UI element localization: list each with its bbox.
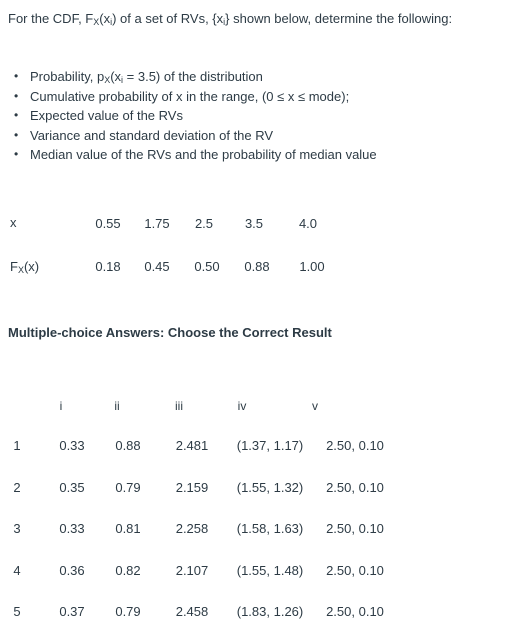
answer-cell: 2.258 xyxy=(175,521,209,536)
task-item: • Probability, $p_X(x_i = 3.5)$ of the distribution xyxy=(14,67,377,87)
row-number: 2 xyxy=(13,480,21,495)
task-item: • Cumulative probability of x in the range, (0 ≤ x ≤ mode); xyxy=(14,87,377,107)
fx-value: 0.45 xyxy=(144,259,170,274)
x-value: 1.75 xyxy=(144,216,170,231)
answer-cell: 2.481 xyxy=(175,438,209,453)
fx-row-label: $F_X(x)$ xyxy=(10,259,40,275)
column-header: ii xyxy=(114,399,120,413)
problem-statement: For the CDF, $F_X(x_i)$ of a set of RVs, $\{x_i\}$ shown below, determine the following: xyxy=(8,11,453,27)
answer-cell: 0.36 xyxy=(59,563,85,578)
answer-cell: 2.159 xyxy=(175,480,209,495)
column-header: iii xyxy=(175,399,183,413)
column-header: i xyxy=(59,399,63,413)
answer-cell: (1.58, 1.63) xyxy=(236,521,304,536)
x-row-label: x xyxy=(10,215,17,230)
answer-cell: 2.458 xyxy=(175,604,209,619)
fx-value: 0.50 xyxy=(194,259,220,274)
mc-title: Multiple-choice Answers: Choose the Correct Result xyxy=(8,325,332,340)
answer-cell: 0.33 xyxy=(59,521,85,536)
x-value: 2.5 xyxy=(194,216,214,231)
fx-value: 0.88 xyxy=(244,259,270,274)
answer-cell: 0.81 xyxy=(115,521,141,536)
answer-cell: (1.37, 1.17) xyxy=(236,438,304,453)
x-value: 3.5 xyxy=(244,216,264,231)
fx-value: 1.00 xyxy=(299,259,325,274)
answer-cell: 2.50, 0.10 xyxy=(326,438,384,453)
task-list xyxy=(14,67,377,165)
task-item: • Median value of the RVs and the probability of median value xyxy=(14,145,377,165)
answer-cell: 0.33 xyxy=(59,438,85,453)
answer-cell: 2.50, 0.10 xyxy=(326,563,384,578)
answer-cell: (1.83, 1.26) xyxy=(236,604,304,619)
answer-cell: (1.55, 1.32) xyxy=(236,480,304,495)
answer-cell: 2.50, 0.10 xyxy=(326,480,384,495)
row-number: 1 xyxy=(13,438,21,453)
row-number: 4 xyxy=(13,563,21,578)
answer-cell: 2.50, 0.10 xyxy=(326,604,384,619)
answer-cell: (1.55, 1.48) xyxy=(236,563,304,578)
row-number: 5 xyxy=(13,604,21,619)
answer-cell: 0.35 xyxy=(59,480,85,495)
answer-cell: 0.88 xyxy=(115,438,141,453)
column-header: v xyxy=(312,399,318,413)
answer-cell: 2.107 xyxy=(175,563,209,578)
answer-cell: 0.82 xyxy=(115,563,141,578)
answer-cell: 0.79 xyxy=(115,604,141,619)
x-value: 0.55 xyxy=(95,216,121,231)
x-value: 4.0 xyxy=(298,216,318,231)
column-header: iv xyxy=(237,399,247,413)
row-number: 3 xyxy=(13,521,21,536)
answer-cell: 2.50, 0.10 xyxy=(326,521,384,536)
task-item: • Expected value of the RVs xyxy=(14,106,377,126)
answer-cell: 0.79 xyxy=(115,480,141,495)
fx-value: 0.18 xyxy=(95,259,121,274)
task-item: • Variance and standard deviation of the RV xyxy=(14,126,377,146)
answer-cell: 0.37 xyxy=(59,604,85,619)
